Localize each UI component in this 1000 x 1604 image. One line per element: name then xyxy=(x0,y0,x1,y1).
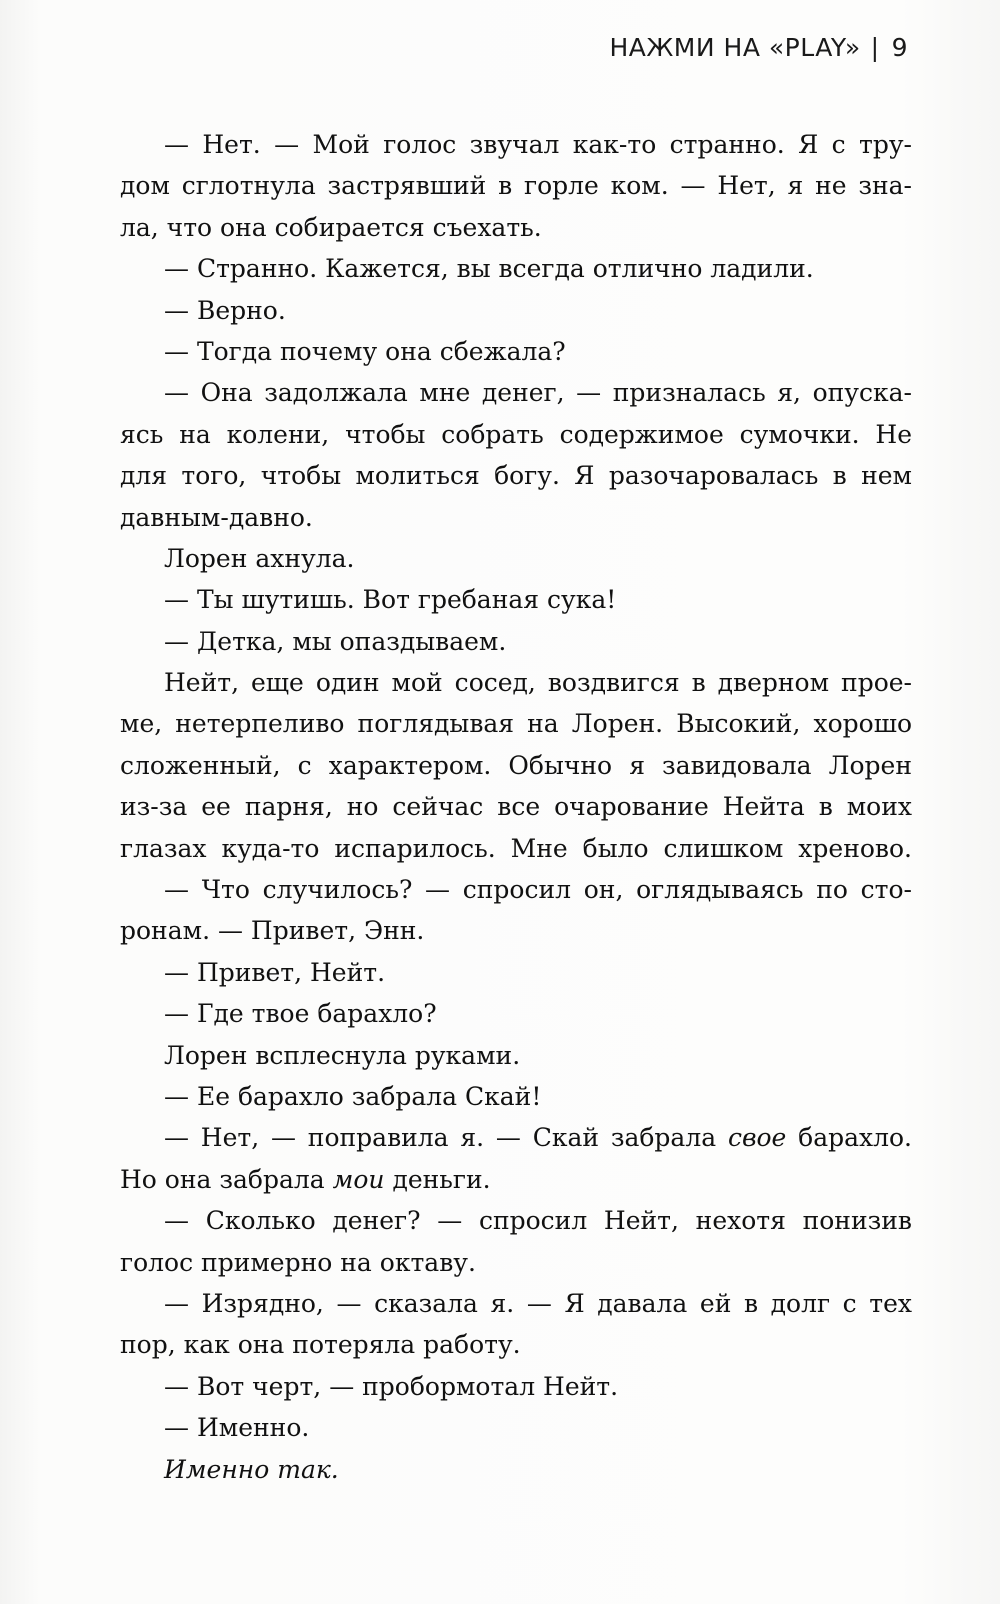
text-line: ясь на колени, чтобы собрать содержимое сумочки. Не xyxy=(120,419,912,449)
text-line: пор, как она потеряла работу. xyxy=(120,1330,521,1360)
text-line: голос примерно на октаву. xyxy=(120,1247,476,1277)
text-run-italic: мои xyxy=(332,1164,385,1194)
text-line: — Детка, мы опаздываем. xyxy=(164,626,507,656)
text-line: — Сколько денег? — спросил Нейт, нехотя понизив xyxy=(164,1206,912,1236)
text-run: — Нет, — поправила я. — Скай забрала xyxy=(164,1123,728,1153)
text-run: Но она забрала xyxy=(120,1164,333,1194)
text-line: дом сглотнула застрявший в горле ком. — Нет, я не зна- xyxy=(120,171,912,201)
text-line: — Вот черт, — пробормотал Нейт. xyxy=(164,1371,619,1401)
text-line: ронам. — Привет, Энн. xyxy=(120,916,425,946)
text-line: — Что случилось? — спросил он, оглядываясь по сто- xyxy=(164,875,912,905)
text-line: — Ты шутишь. Вот гребаная сука! xyxy=(164,585,617,615)
text-line: Лорен всплеснула руками. xyxy=(164,1040,521,1070)
text-line: — Привет, Нейт. xyxy=(164,957,386,987)
text-run-italic: свое xyxy=(727,1123,787,1153)
text-line: ла, что она собирается съехать. xyxy=(120,212,542,242)
text-line: — Где твое барахло? xyxy=(164,999,437,1029)
text-line: — Странно. Кажется, вы всегда отлично ладили. xyxy=(164,254,814,284)
text-line: — Она задолжала мне денег, — призналась я, опуска- xyxy=(164,378,912,408)
text-run: барахло. xyxy=(786,1123,912,1153)
text-run: деньги. xyxy=(384,1164,491,1194)
text-line: — Тогда почему она сбежала? xyxy=(164,336,566,366)
text-run-italic: Именно так. xyxy=(164,1454,339,1484)
text-line: ме, нетерпеливо поглядывая на Лорен. Высокий, хорошо xyxy=(120,709,912,739)
text-line: — Изрядно, — сказала я. — Я давала ей в долг с тех xyxy=(164,1288,912,1318)
text-line: для того, чтобы молиться богу. Я разочаровалась в нем xyxy=(120,461,912,491)
text-line xyxy=(120,1159,912,1200)
page-number: 9 xyxy=(891,33,908,62)
text-line xyxy=(120,1449,912,1490)
running-title: НАЖМИ НА «PLAY» xyxy=(609,33,861,62)
header-separator: | xyxy=(870,33,880,62)
text-line: — Верно. xyxy=(164,295,286,325)
text-line xyxy=(120,1117,912,1158)
text-line: сложенный, с характером. Обычно я завидовала Лорен xyxy=(120,750,912,780)
body-text xyxy=(120,124,912,1490)
text-line: из-за ее парня, но сейчас все очарование Нейта в моих xyxy=(120,792,912,822)
text-line: Нейт, еще один мой сосед, воздвигся в дверном прое- xyxy=(164,668,912,698)
text-line: глазах куда-то испарилось. Мне было слишком хреново. xyxy=(120,833,912,863)
text-line: — Именно. xyxy=(164,1413,310,1443)
text-line: Лорен ахнула. xyxy=(164,543,355,573)
text-line: давным-давно. xyxy=(120,502,313,532)
text-line: — Нет. — Мой голос звучал как-то странно. Я с тру- xyxy=(164,130,912,159)
text-line: — Ее барахло забрала Скай! xyxy=(164,1081,542,1111)
running-header xyxy=(480,33,908,62)
